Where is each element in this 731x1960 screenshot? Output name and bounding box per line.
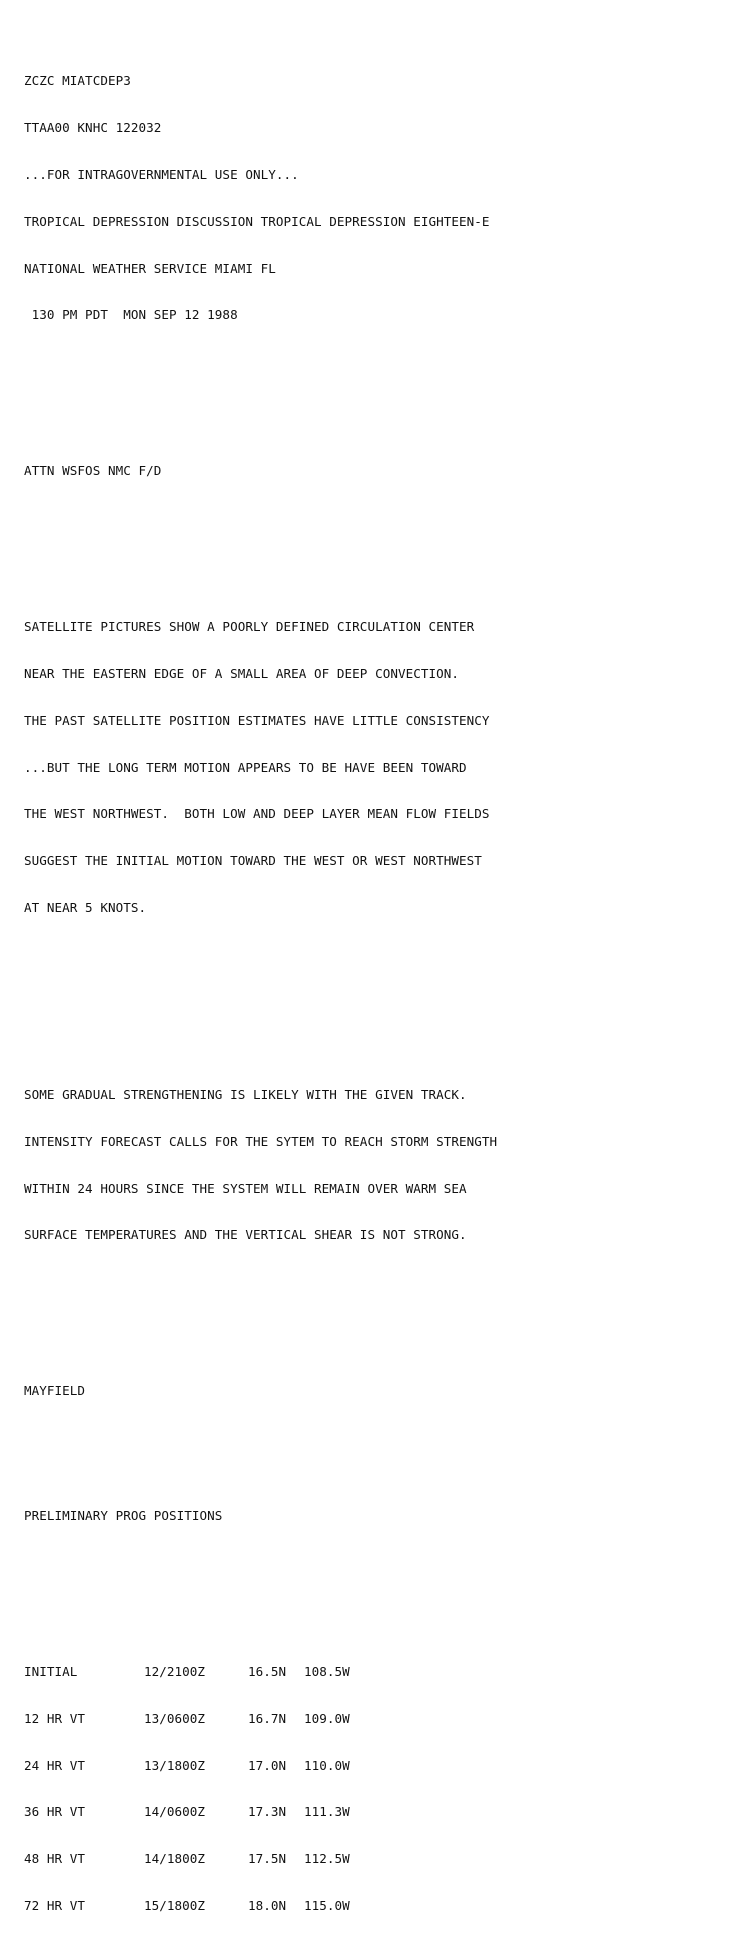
paragraph-line: SOME GRADUAL STRENGTHENING IS LIKELY WITH THE GIVEN TRACK. [24, 1086, 467, 1102]
discussion-paragraph-2 [24, 1056, 497, 1274]
blank-line [24, 1570, 497, 1586]
prog-positions-table [24, 1633, 497, 1945]
discussion-paragraph-1 [24, 588, 497, 947]
paragraph-line: SURFACE TEMPERATURES AND THE VERTICAL SHEAR IS NOT STRONG. [24, 1227, 467, 1243]
header-line: TTAA00 KNHC 122032 [24, 120, 162, 136]
bulletin-header [24, 42, 497, 354]
blank-line [24, 1446, 497, 1462]
forecast-label: 12 HR VT [24, 1710, 86, 1726]
header-line: ...FOR INTRAGOVERNMENTAL USE ONLY... [24, 166, 299, 182]
blank-line [24, 993, 497, 1009]
forecaster-signature: MAYFIELD [24, 1383, 86, 1399]
paragraph-line: ...BUT THE LONG TERM MOTION APPEARS TO BE HAVE BEEN TOWARD [24, 759, 467, 775]
latitude: 16.7N [248, 1710, 287, 1726]
forecast-label: INITIAL [24, 1663, 78, 1679]
valid-time: 13/0600Z [144, 1710, 206, 1726]
forecast-label: 36 HR VT [24, 1804, 86, 1820]
header-line: 130 PM PDT MON SEP 12 1988 [24, 307, 238, 323]
paragraph-line: WITHIN 24 HOURS SINCE THE SYSTEM WILL REMAIN OVER WARM SEA [24, 1180, 467, 1196]
forecast-label: 24 HR VT [24, 1757, 86, 1773]
latitude: 17.0N [248, 1757, 287, 1773]
header-line: NATIONAL WEATHER SERVICE MIAMI FL [24, 260, 276, 276]
table-row [24, 1804, 497, 1820]
paragraph-line: AT NEAR 5 KNOTS. [24, 899, 147, 915]
header-line: ZCZC MIATCDEP3 [24, 73, 131, 89]
paragraph-line: INTENSITY FORECAST CALLS FOR THE SYTEM TO REACH STORM STRENGTH [24, 1133, 498, 1149]
longitude: 108.5W [304, 1663, 350, 1679]
valid-time: 13/1800Z [144, 1757, 206, 1773]
blank-line [24, 1321, 497, 1337]
bulletin-document [24, 11, 497, 1960]
prog-positions-title: PRELIMINARY PROG POSITIONS [24, 1508, 223, 1523]
attention-line: ATTN WSFOS NMC F/D [24, 463, 162, 479]
latitude: 18.0N [248, 1897, 287, 1913]
latitude: 17.3N [248, 1804, 287, 1820]
longitude: 110.0W [304, 1757, 350, 1773]
longitude: 112.5W [304, 1851, 350, 1867]
latitude: 17.5N [248, 1851, 287, 1867]
table-row [24, 1898, 497, 1914]
valid-time: 14/1800Z [144, 1851, 206, 1867]
longitude: 115.0W [304, 1897, 350, 1913]
paragraph-line: THE PAST SATELLITE POSITION ESTIMATES HAVE LITTLE CONSISTENCY [24, 712, 490, 728]
table-row [24, 1711, 497, 1727]
table-row [24, 1664, 497, 1680]
table-row [24, 1851, 497, 1867]
header-line: TROPICAL DEPRESSION DISCUSSION TROPICAL DEPRESSION EIGHTEEN-E [24, 213, 490, 229]
paragraph-line: SATELLITE PICTURES SHOW A POORLY DEFINED CIRCULATION CENTER [24, 619, 475, 635]
paragraph-line: THE WEST NORTHWEST. BOTH LOW AND DEEP LAYER MEAN FLOW FIELDS [24, 806, 490, 822]
paragraph-line: SUGGEST THE INITIAL MOTION TOWARD THE WEST OR WEST NORTHWEST [24, 853, 482, 869]
valid-time: 15/1800Z [144, 1897, 206, 1913]
longitude: 109.0W [304, 1710, 350, 1726]
blank-line [24, 526, 497, 542]
longitude: 111.3W [304, 1804, 350, 1820]
table-row [24, 1758, 497, 1774]
valid-time: 12/2100Z [144, 1663, 206, 1679]
paragraph-line: NEAR THE EASTERN EDGE OF A SMALL AREA OF DEEP CONVECTION. [24, 665, 460, 681]
forecast-label: 72 HR VT [24, 1897, 86, 1913]
latitude: 16.5N [248, 1663, 287, 1679]
blank-line [24, 401, 497, 417]
forecast-label: 48 HR VT [24, 1851, 86, 1867]
valid-time: 14/0600Z [144, 1804, 206, 1820]
